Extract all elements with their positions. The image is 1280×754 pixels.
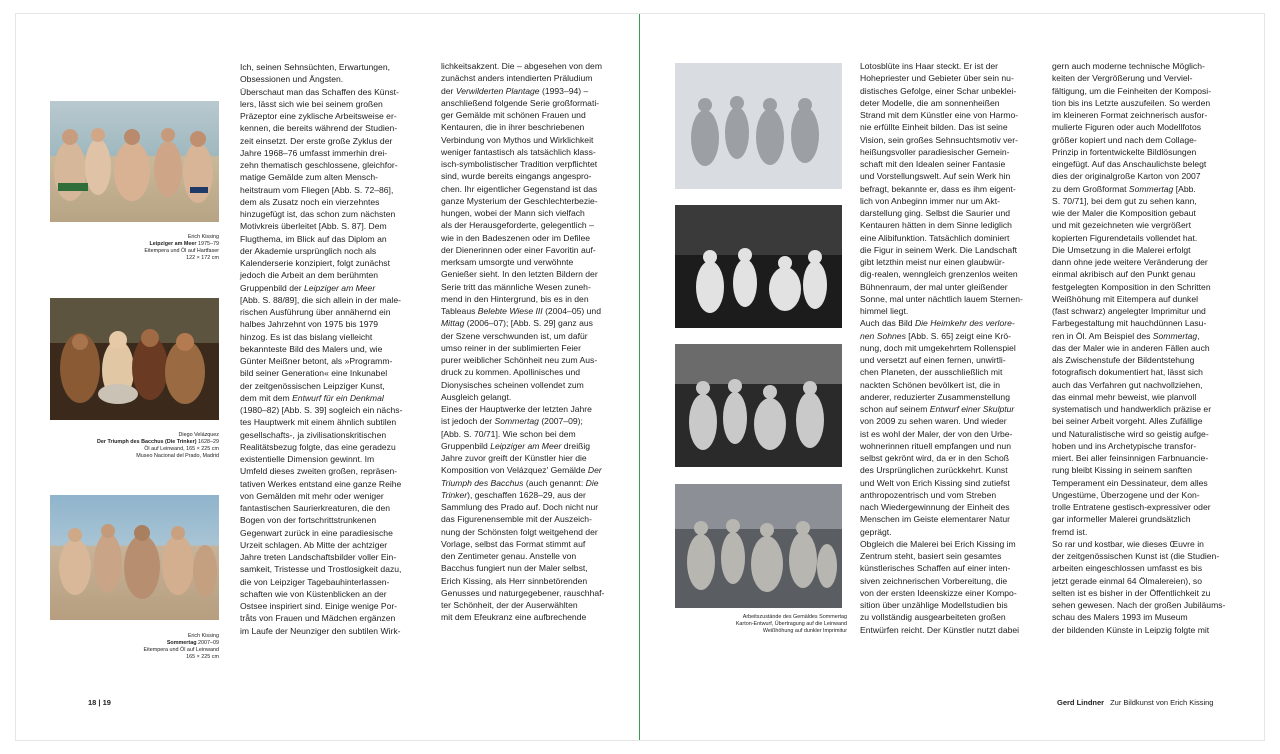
work-stage-photo-2 bbox=[675, 205, 842, 328]
caption-artist: Diego Velázquez bbox=[178, 431, 219, 438]
caption-artist: Erich Kissing bbox=[187, 233, 219, 240]
caption-sommertag bbox=[90, 626, 219, 661]
work-stage-photo-3 bbox=[675, 344, 842, 467]
body-text-column-2: lichkeitsakzent. Die – abgesehen von dem zunächst anders intendierten Präludium der Verwilderten Plantage (1993–94) – anschließend folgende Serie großformati- ger Gemälde mit schönen Frauen und Kentauren, die in ihrer beschriebenen Verbindung von Mythos und Wirklichkeit weniger fantastisch als tatsächlich klass- isch-symbolistischer Tradition verpflichtet sind, wurde bereits eingangs angespro- chen. Ihr eigentlicher Gegenstand ist das ganze Mysterium der Geschlechterbezie- hungen, wobei der Mann sich vielfach als der Herausgeforderte, gelegentlich – wie in den Badeszenen oder im Defilee der Dienerinnen oder einer Favoritin auf- merksam umsorgte und verwöhnte Genießer sieht. In den letzten Bildern der Serie tritt das männliche Wesen zuneh- mend in den Hintergrund, bis es in den Tableaus Belebte Wiese III (2004–05) und Mittag (2006–07); [Abb. S. 29] ganz aus der Szene verschwunden ist, um dafür umso reiner in der sublimierten Feier purer weiblicher Schönheit neu zum Aus- druck zu kommen. Apollinisches und Dionysisches scheinen vollendet zum Ausgleich gelangt. Eines der Hauptwerke der letzten Jahre ist jedoch der Sommertag (2007–09); [Abb. S. 70/71]. Wie schon bei dem Gruppenbild Leipziger am Meer dreißig Jahre zuvor greift der Künstler hier die Komposition von Velázquez' Gemälde Der Triumph des Bacchus (auch genannt: Die Trinker), geschaffen 1628–29, aus der Sammlung des Prado auf. Doch nicht nur das Figurenensemble mit der Auszeich- nung der Schönsten folgt weitgehend der Vorlage, selbst das Format stimmt auf den Zentimeter genau. Anstelle von Bacchus fungiert nun der Maler selbst, Erich Kissing, als Herr sinnbetörenden Genusses und naturgegebener, rauschhaf- ter Schönheit, der der Auserwählten mit dem Efeukranz eine aufbrechende bbox=[441, 61, 605, 623]
caption-title: Der Triumph des Bacchus (Die Trinker) bbox=[97, 438, 197, 445]
running-head-author: Gerd Lindner bbox=[1057, 698, 1105, 707]
caption-artist: Erich Kissing bbox=[187, 632, 219, 639]
work-stage-photo-1 bbox=[675, 63, 842, 189]
painting-sommertag bbox=[50, 495, 219, 620]
caption-dimensions: Museo Nacional del Prado, Madrid bbox=[136, 452, 219, 459]
caption-triumph-des-bacchus bbox=[60, 425, 219, 460]
body-text-column-3: Lotosblüte ins Haar steckt. Er ist der Hohepriester und Gebieter über sein nu- distisches Gefolge, einer Schar unbeklei- deter Modelle, die am sonnenheißen Strand mit dem Künstler eine von Harmo- nie erfüllte Einheit bilden. Das ist seine Vision, sein großes Sehnsuchtsmotiv ver- heißungsvoller paradiesischer Gemein- schaft mit den Idealen seiner Fantasie und Vorstellungswelt. Auf sein Werk hin befragt, bekannte er, dass es ihm eigent- lich von Anbeginn immer nur um Akt- darstellung ging. Selbst die Saurier und Kentauren hätten in dem Sinne lediglich eine Alibifunktion. Tatsächlich dominiert die Figur in seinem Werk. Die Landschaft gibt letzthin meist nur einen glaubwür- dig-realen, wenngleich grenzenlos weiten Bühnenraum, der mal unter gleißender Sonne, mal unter nächtlich lauem Sternen- himmel liegt. Auch das Bild Die Heimkehr des verlore- nen Sohnes [Abb. S. 65] zeigt eine Krö- nung, doch mit umgekehrtem Rollenspiel und versetzt auf einen fernen, unwirtli- chen Planeten, der ausschließlich mit nackten Schönen bevölkert ist, die in anderer, reduzierter Zusammenstellung schon auf seinem Entwurf einer Skulptur von 2009 zu sehen waren. Und wieder ist es wohl der Maler, der von den Urbe- wohnerinnen rituell empfangen und nun selbst gekrönt wird, da er in den Schoß des Ursprünglichen zurückkehrt. Kunst und Welt von Erich Kissing sind zutiefst anthropozentrisch und vom Streben nach Wiedergewinnung der Einheit des Menschen im Geiste elementarer Natur geprägt. Obgleich die Malerei bei Erich Kissing im Zentrum steht, basiert sein gesamtes künstlerisches Schaffen auf einer inten- siven zeichnerischen Vorbereitung, die von der ersten Ideenskizze einer Kompo- sition über unzählige Modellstudien bis zu vollständig ausgearbeiteten großen Entwürfen reicht. Der Künstler nutzt dabei bbox=[860, 61, 1023, 635]
page-folio: 18 | 19 bbox=[88, 698, 111, 707]
caption-year: 1975–79 bbox=[198, 240, 219, 247]
caption-year: 2007–09 bbox=[198, 639, 219, 646]
caption-medium: Eitempera und Öl auf Leinwand bbox=[143, 646, 219, 653]
body-text-column-4: gern auch moderne technische Möglich- keiten der Vergrößerung und Verviel- fältigung, um die Feinheiten der Komposi- tion bis ins Letzte auszufeilen. So werden im kleineren Format zeichnerisch ausfor- mulierte Figuren oder auch Modellfotos größer kopiert und nach dem Collage- Prinzip in fortentwickelte Bildlösungen eingefügt. Auf das Anschaulichste belegt dies der originalgroße Karton von 2007 zu dem Großformat Sommertag [Abb. S. 70/71], bei dem gut zu sehen kann, wie der Maler die Komposition gebaut und mit gezeichneten wie vergrößert kopierten Figurendetails vollendet hat. Die Umsetzung in die Malerei erfolgt dann ohne jede weitere Veränderung der einmal akribisch auf den Punkt genau festgelegten Komposition in den Schritten Weißhöhung mit Eitempera auf dunkel (fast schwarz) angelegter Imprimitur und Farbegestaltung mit hauchdünnen Lasu- ren in Öl. Am Beispiel des Sommertag, das der Maler wie in anderen Fällen auch als Zwischenstufe der Bildentstehung fotografisch dokumentiert hat, lässt sich auch das Verfahren gut nachvollziehen, das einmal mehr beweist, wie planvoll systematisch und handwerklich präzise er bei seiner Arbeit vorgeht. Alles Zufällige und Naturalistische wird so geistig aufge- hoben und ins Archetypische transfor- miert. Bei aller feinsinnigen Farbnuancie- rung bleibt Kissing in seinem sanften Temperament ein Dessinateur, dem alles Ungestüme, Überzogene und der Kon- trolle Entratene gestisch-expressiver oder gar informeller Malerei grundsätzlich fremd ist. So rar und kostbar, wie dieses Œuvre in der zeitgenössischen Kunst ist (die Studien- arbeiten eingeschlossen umfasst es bis jetzt gerade einmal 64 Ölmalereien), so selten ist es bisher in der Öffentlichkeit zu sehen gewesen. Nach der großen Jubiläums- schau des Malers 1993 im Museum der bildenden Künste in Leipzig folgte mit bbox=[1052, 61, 1226, 635]
caption-year: 1628–29 bbox=[198, 438, 219, 445]
caption-leipziger-am-meer bbox=[90, 227, 219, 262]
painting-triumph-des-bacchus bbox=[50, 298, 219, 420]
caption-medium: Öl auf Leinwand, 165 × 225 cm bbox=[144, 445, 219, 452]
work-stage-photo-4 bbox=[675, 484, 842, 608]
caption-dimensions: 165 × 225 cm bbox=[186, 653, 219, 660]
caption-title: Leipziger am Meer bbox=[149, 240, 197, 247]
caption-dimensions: 122 × 172 cm bbox=[186, 254, 219, 261]
gutter-line bbox=[639, 14, 640, 740]
caption-work-stages: Arbeitszustände des Gemäldes Sommertag Karton-Entwurf, Übertragung auf die Leinwand Weißhöhung auf dunkler Imprimitur bbox=[735, 614, 847, 634]
running-head bbox=[1057, 698, 1213, 707]
caption-title: Sommertag bbox=[166, 639, 197, 646]
body-text-column-1: Ich, seinen Sehnsüchten, Erwartungen, Obsessionen und Ängsten. Überschaut man das Schaffen des Künst- lers, lässt sich wie bei seinem großen Präzeptor eine zyklische Arbeitsweise er- kennen, die bereits während der Studien- zeit einsetzt. Der erste große Zyklus der Jahre 1968–76 umfasst immerhin drei- zehn thematisch geschlossene, gleichfor- matige Gemälde zum alten Mensch- heitstraum vom Fliegen [Abb. S. 72–86], dem als Zusatz noch ein vierzehntes hinzugefügt ist, das schon zum nächsten Motivkreis überleitet [Abb. S. 87]. Dem Flugthema, im Blick auf das Diplom an der Akademie ursprünglich noch als Kalenderserie konzipiert, folgt zunächst jedoch die Arbeit an dem berühmten Gruppenbild der Leipziger am Meer [Abb. S. 88/89], die sich allein in der male- rischen Ausführung über annähernd ein halbes Jahrzehnt von 1975 bis 1979 hinzog. Es ist das bislang vielleicht bekannteste Bild des Malers und, wie Günter Meißner betont, als »Programm- bild seiner Generation« eine Inkunabel der zeitgenössischen Leipziger Kunst, dem mit dem Entwurf für ein Denkmal (1980–82) [Abb. S. 39] sogleich ein nächs- tes Hauptwerk mit einem ähnlich subtilen gesellschafts-, ja zivilisationskritischen Realitätsbezug folgte, das eine geradezu existentielle Dimension gewinnt. Im Umfeld dieses zweiten großen, repräsen- tativen Werkes entstand eine ganze Reihe von Gemälden mit mehr oder weniger fantastischen Saurierkreaturen, die den Bogen von der fortschrittstrunkenen Gegenwart zurück in eine paradiesische Urzeit schlagen. Ab Mitte der achtziger Jahre treten Landschaftsbilder voller Ein- samkeit, Tristesse und Trostlosigkeit dazu, die von Leipziger Tagebauhinterlassen- schaften wie von Küstenblicken an der Ostsee inspiriert sind. Einige wenige Por- tråts von Frauen und Mädchen ergänzen im Laufe der Neunziger den subtilen Wirk- bbox=[240, 62, 403, 636]
caption-medium: Eitempera und Öl auf Hartfaser bbox=[144, 247, 219, 254]
running-head-title: Zur Bildkunst von Erich Kissing bbox=[1110, 698, 1214, 707]
painting-leipziger-am-meer bbox=[50, 101, 219, 222]
